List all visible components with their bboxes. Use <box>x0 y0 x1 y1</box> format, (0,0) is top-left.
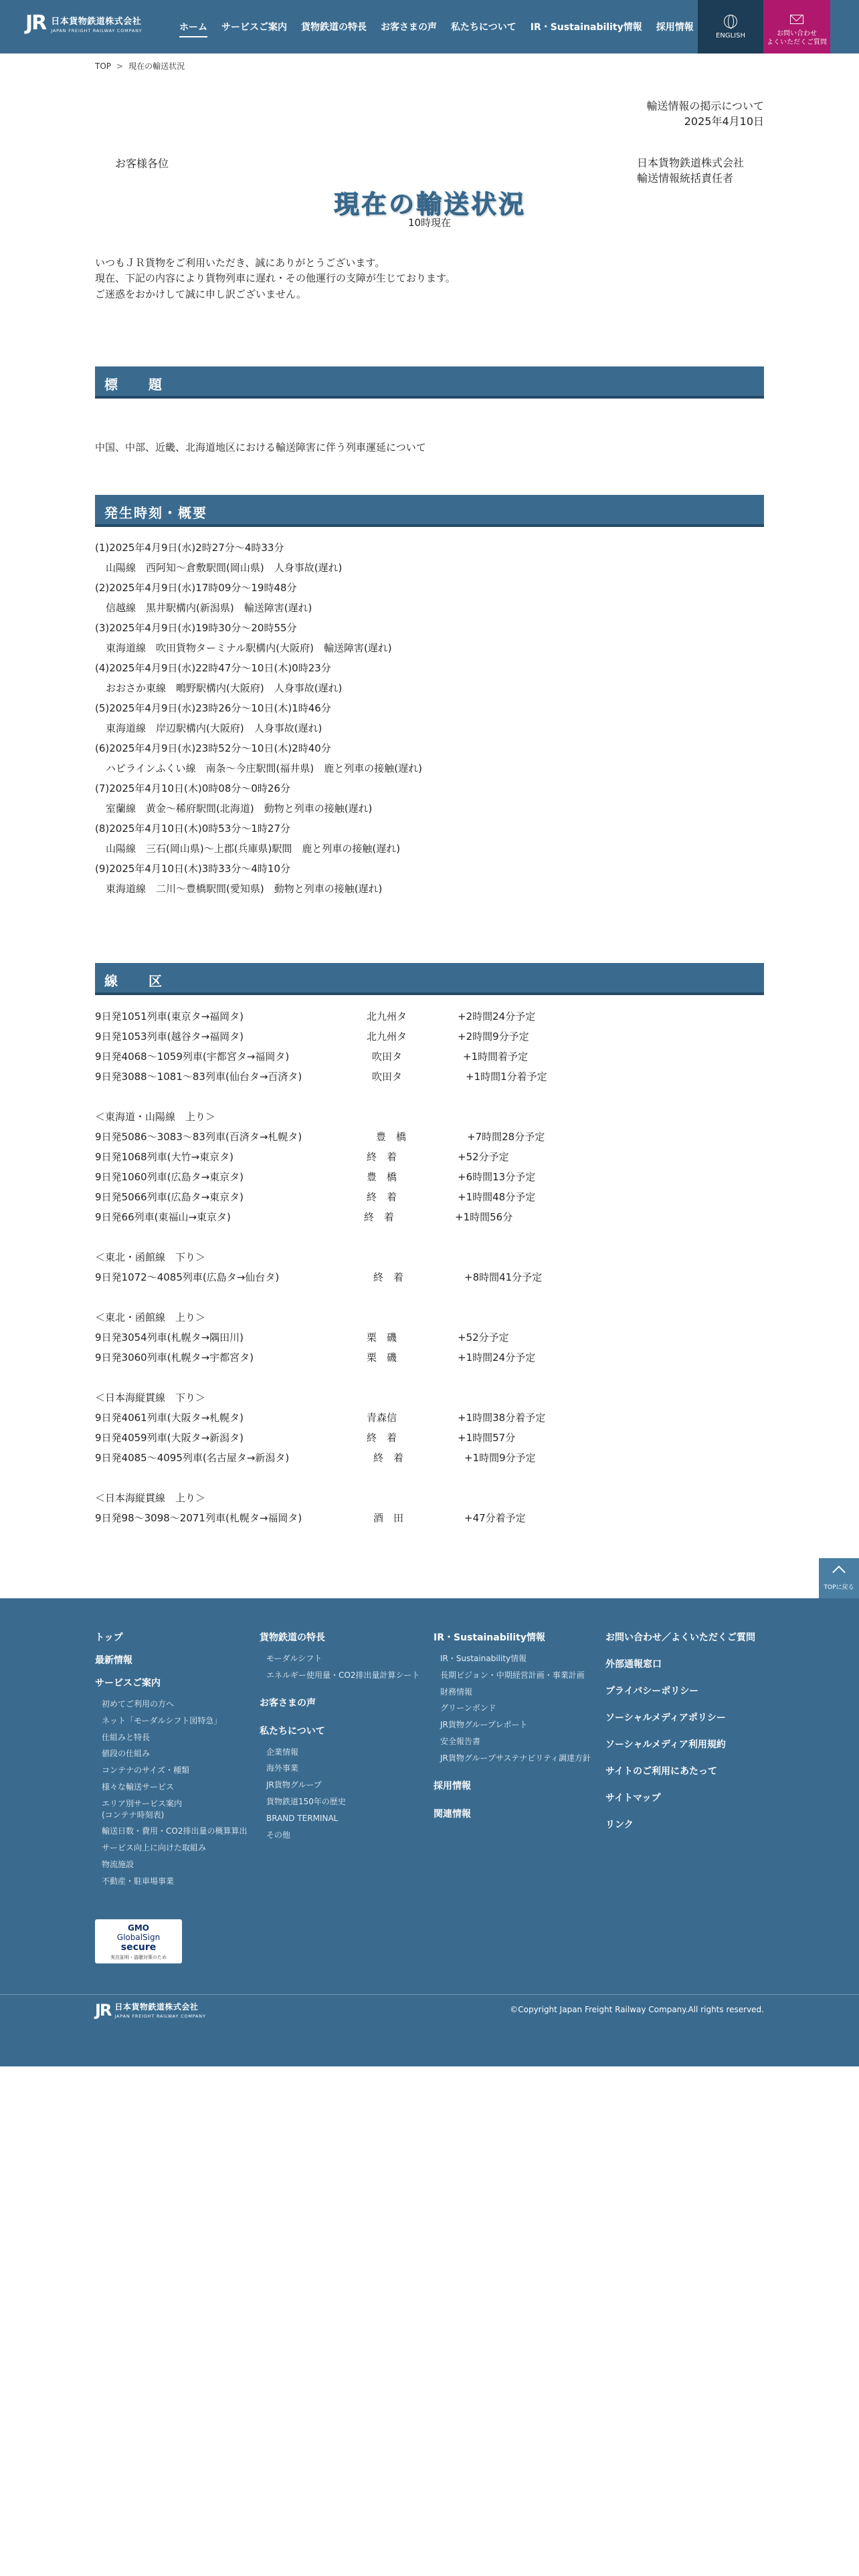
site-header <box>0 0 859 53</box>
footer-col-2 <box>260 1630 427 1846</box>
train-description: 9日発1060列車(広島タ→東京タ) <box>95 1170 244 1183</box>
mail-icon <box>790 15 803 24</box>
train-location: 豊 橋 <box>367 1170 397 1183</box>
nav-customer-voice[interactable]: お客さまの声 <box>381 22 437 33</box>
subject-heading: 標 題 <box>95 366 764 399</box>
footer-sublink[interactable]: JR貨物グループ <box>266 1780 322 1790</box>
train-delay: +7時間28分予定 <box>467 1130 545 1143</box>
train-delay: +52分予定 <box>458 1331 509 1344</box>
train-row <box>95 1046 764 1066</box>
page-title: 現在の輸送状況 <box>333 189 526 219</box>
train-location: 終 着 <box>373 1451 404 1464</box>
incident-detail: ハピラインふくい線 南条～今庄駅間(福井県) 鹿と列車の接触(遅れ) <box>106 762 422 774</box>
train-location: 酒 田 <box>373 1511 404 1524</box>
train-row <box>95 1006 764 1026</box>
notice-date: 2025年4月10日 <box>684 115 764 128</box>
footer-sublink[interactable]: ネット「モーダルシフト図特急」 <box>102 1715 222 1725</box>
global-nav <box>179 20 708 37</box>
notice-doc-title: 輸送情報の掲示について <box>646 100 764 112</box>
sender <box>637 155 744 186</box>
footer-sublink[interactable]: JR貨物グループサステナビリティ調達方針 <box>440 1753 591 1763</box>
train-delay: +52分予定 <box>458 1150 509 1163</box>
train-description: 9日発3054列車(札幌タ→隅田川) <box>95 1331 244 1344</box>
train-description: 9日発1051列車(東京タ→福岡タ) <box>95 1010 244 1023</box>
footer-sublink[interactable]: 企業情報 <box>266 1747 299 1757</box>
incident-detail: 東海道線 岸辺駅構内(大阪府) 人身事故(遅れ) <box>106 722 322 734</box>
intro-line-2: 現在、下記の内容により貨物列車に遅れ・その他運行の支障が生じております。 <box>95 272 456 285</box>
train-row <box>95 1267 764 1287</box>
train-delay: +8時間41分予定 <box>464 1271 543 1283</box>
footer-sublink[interactable]: 貨物鉄道150年の歴史 <box>266 1796 346 1806</box>
footer-divider <box>0 1994 859 1995</box>
nav-home[interactable]: ホーム <box>179 20 207 37</box>
incident-time: (8)2025年4月10日(木)0時53分～1時27分 <box>95 823 291 835</box>
incident-detail: 山陽線 西阿知～倉敷駅間(岡山県) 人身事故(遅れ) <box>106 562 343 574</box>
incident-time: (2)2025年4月9日(水)17時09分～19時48分 <box>95 582 297 594</box>
nav-features[interactable]: 貨物鉄道の特長 <box>301 22 367 33</box>
footer-sublink[interactable]: 初めてご利用の方へ <box>102 1699 175 1709</box>
line-group-title: ＜東海道・山陽線 上り＞ <box>95 1110 216 1123</box>
footer-link[interactable]: ソーシャルメディア利用規約 <box>605 1739 726 1750</box>
footer-col-3 <box>434 1630 601 1830</box>
footer-link[interactable]: サイトのご利用にあたって <box>605 1766 718 1777</box>
footer-logo-company-name: 日本貨物鉄道株式会社 <box>114 2002 199 2012</box>
spacer <box>95 1367 764 1387</box>
footer-sublink[interactable]: 安全報告書 <box>440 1736 481 1746</box>
train-description: 9日発98～3098～2071列車(札幌タ→福岡タ) <box>95 1511 302 1524</box>
footer-jr-logo-mark: JR <box>95 2000 111 2020</box>
intro-text <box>95 255 456 302</box>
footer-sublink[interactable]: その他 <box>266 1830 291 1840</box>
page-top-label: TOPに戻る <box>824 1584 854 1591</box>
train-location: 豊 橋 <box>376 1130 407 1143</box>
train-delay: +1時間1分着予定 <box>466 1070 547 1083</box>
incident-heading: 発生時刻・概要 <box>95 495 764 527</box>
train-row <box>95 1447 764 1467</box>
train-delay: +2時間9分予定 <box>458 1030 529 1043</box>
footer-sublink[interactable]: 財務情報 <box>440 1687 473 1697</box>
train-delay: +1時間24分予定 <box>458 1351 536 1364</box>
train-description: 9日発4085～4095列車(名古屋タ→新潟タ) <box>95 1451 290 1464</box>
footer-sublink[interactable]: BRAND TERMINAL <box>266 1813 339 1823</box>
footer-sublink[interactable]: IR・Sustainability情報 <box>440 1654 527 1663</box>
footer-sublink[interactable]: コンテナのサイズ・種類 <box>102 1765 190 1776</box>
train-description: 9日発1068列車(大竹→東京タ) <box>95 1150 233 1163</box>
train-description: 9日発5086～3083～83列車(百済タ→札幌タ) <box>95 1130 302 1143</box>
train-location: 栗 磯 <box>367 1331 397 1344</box>
incident-time: (3)2025年4月9日(水)19時30分～20時55分 <box>95 622 297 634</box>
incident-detail: 室蘭線 黄金～稀府駅間(北海道) 動物と列車の接触(遅れ) <box>106 802 373 815</box>
incident-detail: 東海道線 二川～豊橋駅間(愛知県) 動物と列車の接触(遅れ) <box>106 883 383 895</box>
train-row <box>95 1427 764 1447</box>
train-location: 終 着 <box>367 1431 397 1444</box>
english-label: ENGLISH <box>716 32 745 39</box>
train-row <box>95 1126 764 1146</box>
footer-sublink[interactable]: 不動産・駐車場事業 <box>102 1876 175 1886</box>
footer-link[interactable]: トップ <box>95 1632 123 1643</box>
train-location: 終 着 <box>373 1271 404 1283</box>
breadcrumb-separator: > <box>116 62 124 71</box>
incident-detail: 信越線 黒井駅構内(新潟県) 輸送障害(遅れ) <box>106 602 312 614</box>
footer-sublink[interactable]: 長期ビジョン・中期経営計画・事業計画 <box>440 1670 585 1680</box>
as-of-time: 10時現在 <box>407 217 452 229</box>
contact-label-1: お問い合わせ <box>777 30 817 37</box>
train-description: 9日発4068～1059列車(宇都宮タ→福岡タ) <box>95 1050 290 1063</box>
footer-sublink[interactable]: サービス向上に向けた取組み <box>102 1843 207 1853</box>
train-row <box>95 1407 764 1427</box>
train-row <box>95 1146 764 1166</box>
breadcrumb-home[interactable]: TOP <box>95 62 112 71</box>
breadcrumb-current: 現在の輸送状況 <box>128 62 185 71</box>
train-delay: +47分着予定 <box>464 1511 526 1524</box>
train-description: 9日発3060列車(札幌タ→宇都宮タ) <box>95 1351 254 1364</box>
incident-time: (5)2025年4月9日(水)23時26分～10日(木)1時46分 <box>95 702 331 714</box>
footer-sublink[interactable]: 輸送日数・費用・CO2排出量の概算算出 <box>102 1826 248 1836</box>
footer-link[interactable]: 外部通報窓口 <box>605 1659 662 1670</box>
train-row <box>95 1347 764 1367</box>
train-description: 9日発4061列車(大阪タ→札幌タ) <box>95 1411 244 1424</box>
footer-link[interactable]: 関連情報 <box>434 1808 471 1820</box>
footer-logo[interactable] <box>95 2001 206 2019</box>
globalsign-text: GlobalSign <box>116 1933 161 1942</box>
jr-logo-mark: JR <box>25 11 46 35</box>
train-description: 9日発3088～1081～83列車(仙台タ→百済タ) <box>95 1070 302 1083</box>
train-location: 北九州タ <box>367 1010 407 1023</box>
line-group-title: ＜東北・函館線 上り＞ <box>95 1311 206 1323</box>
train-delay: +1時間9分予定 <box>464 1451 536 1464</box>
nav-recruit[interactable]: 採用情報 <box>656 22 694 33</box>
incident-time: (9)2025年4月10日(木)3時33分～4時10分 <box>95 863 291 875</box>
nav-services[interactable]: サービスご案内 <box>221 22 287 33</box>
footer-col-1 <box>95 1630 249 1893</box>
train-description: 9日発5066列車(広島タ→東京タ) <box>95 1190 244 1203</box>
contact-button[interactable] <box>763 0 830 53</box>
footer-link[interactable]: プライバシーポリシー <box>605 1686 699 1697</box>
footer-link[interactable]: お客さまの声 <box>260 1697 316 1709</box>
train-location: 吹田タ <box>372 1070 403 1083</box>
nav-about[interactable]: 私たちについて <box>451 22 516 33</box>
footer-link[interactable]: リンク <box>605 1820 634 1830</box>
train-location: 終 着 <box>364 1210 395 1223</box>
intro-line-1: いつもＪＲ貨物をご利用いただき、誠にありがとうございます。 <box>95 257 385 269</box>
footer-link[interactable]: 採用情報 <box>434 1780 471 1792</box>
footer-sublink[interactable]: エネルギー使用量・CO2排出量計算シート <box>266 1670 420 1680</box>
footer-sublink[interactable]: 値段の仕組み <box>102 1749 151 1759</box>
train-description: 9日発1072～4085列車(広島タ→仙台タ) <box>95 1271 280 1283</box>
intro-line-3: ご迷惑をおかけして誠に申し訳ございません。 <box>95 288 306 300</box>
footer-link[interactable]: サイトマップ <box>605 1793 661 1804</box>
incident-detail: 山陽線 三石(岡山県)～上郡(兵庫県)駅間 鹿と列車の接触(遅れ) <box>106 843 401 855</box>
footer-link[interactable]: 私たちについて <box>260 1725 325 1737</box>
footer-col-4 <box>605 1630 766 1844</box>
notice-meta <box>646 98 764 129</box>
line-group-title: ＜日本海縦貫線 上り＞ <box>95 1491 206 1504</box>
footer-sublink[interactable]: 仕組みと特長 <box>102 1732 151 1742</box>
train-delay-list <box>95 1006 764 1527</box>
spacer <box>95 1086 764 1106</box>
train-delay: +1時間48分予定 <box>458 1190 536 1203</box>
logo-company-name: 日本貨物鉄道株式会社 <box>51 16 142 27</box>
train-delay: +1時間56分 <box>455 1210 513 1223</box>
footer-logo-company-name-en: JAPAN FREIGHT RAILWAY COMPANY <box>114 2014 206 2019</box>
incident-time: (7)2025年4月10日(木)0時08分～0時26分 <box>95 782 291 794</box>
train-row <box>95 1026 764 1046</box>
train-row <box>95 1066 764 1086</box>
incident-time: (4)2025年4月9日(水)22時47分～10日(木)0時23分 <box>95 662 331 674</box>
train-row <box>95 1166 764 1186</box>
logo-company-name-en: JAPAN FREIGHT RAILWAY COMPANY <box>51 27 142 33</box>
footer-link[interactable]: お問い合わせ／よくいただくご質問 <box>605 1632 755 1643</box>
footer-sublink[interactable]: エリア別サービス案内 (コンテナ時刻表) <box>102 1798 183 1820</box>
site-footer <box>0 1598 859 2066</box>
footer-sublink[interactable]: モーダルシフト <box>266 1654 322 1663</box>
train-description: 9日発66列車(東福山→東京タ) <box>95 1210 231 1223</box>
subject-text: 中国、中部、近畿、北海道地区における輸送障害に伴う列車運延について <box>95 441 426 453</box>
train-location: 北九州タ <box>367 1030 407 1043</box>
line-group-title: ＜東北・函館線 下り＞ <box>95 1251 206 1263</box>
footer-sublink[interactable]: グリーンボンド <box>440 1703 496 1713</box>
footer-link[interactable]: サービスご案内 <box>95 1678 161 1689</box>
incident-time: (6)2025年4月9日(水)23時52分～10日(木)2時40分 <box>95 742 331 754</box>
seal-caption: 実在証明・盗聴対策のため <box>110 1955 167 1960</box>
sender-company: 日本貨物鉄道株式会社 <box>637 156 745 169</box>
spacer <box>95 1467 764 1487</box>
spacer <box>95 1226 764 1247</box>
secure-text: secure <box>120 1942 157 1953</box>
english-button[interactable] <box>698 0 763 53</box>
sender-role: 輸送情報統括責任者 <box>637 172 734 185</box>
train-location: 終 着 <box>367 1150 397 1163</box>
train-delay: +1時間57分 <box>458 1431 516 1444</box>
globalsign-seal[interactable] <box>95 1919 182 1963</box>
breadcrumb <box>95 60 185 72</box>
area-heading: 線 区 <box>95 963 764 995</box>
copyright: ©Copyright Japan Freight Railway Company.All rights reserved. <box>510 2005 764 2014</box>
train-delay: +1時間38分着予定 <box>458 1411 546 1424</box>
footer-sublink[interactable]: 物流施設 <box>102 1859 134 1869</box>
train-delay: +1時間着予定 <box>463 1050 529 1063</box>
train-row <box>95 1186 764 1206</box>
footer-sublink[interactable]: 様々な輸送サービス <box>102 1782 175 1792</box>
incident-detail: おおさか東線 鴫野駅構内(大阪府) 人身事故(遅れ) <box>106 682 343 694</box>
gmo-text: GMO <box>128 1923 149 1933</box>
train-delay: +2時間24分予定 <box>458 1010 536 1023</box>
footer-sublink[interactable]: 海外事業 <box>266 1763 299 1774</box>
incident-time: (1)2025年4月9日(水)2時27分～4時33分 <box>95 542 284 554</box>
page-top-button[interactable] <box>819 1558 859 1598</box>
footer-link[interactable]: ソーシャルメディアポリシー <box>605 1713 726 1723</box>
train-delay: +6時間13分予定 <box>458 1170 536 1183</box>
footer-link[interactable]: IR・Sustainability情報 <box>434 1632 545 1643</box>
chevron-up-icon <box>832 1566 846 1579</box>
incident-detail: 東海道線 吹田貨物ターミナル駅構内(大阪府) 輸送障害(遅れ) <box>106 642 392 654</box>
footer-link[interactable]: 貨物鉄道の特長 <box>260 1632 325 1643</box>
contact-label-2: よくいただくご質問 <box>767 39 827 46</box>
footer-link[interactable]: 最新情報 <box>95 1655 132 1666</box>
footer-sublink[interactable]: JR貨物グループレポート <box>440 1720 528 1730</box>
nav-ir[interactable]: IR・Sustainability情報 <box>530 22 642 33</box>
train-location: 吹田タ <box>372 1050 403 1063</box>
train-row <box>95 1206 764 1226</box>
train-location: 終 着 <box>367 1190 397 1203</box>
addressee: お客様各位 <box>115 157 169 170</box>
incident-list <box>95 538 422 899</box>
train-row <box>95 1507 764 1527</box>
spacer <box>95 1287 764 1307</box>
globe-icon <box>724 15 737 28</box>
site-logo[interactable] <box>25 13 142 33</box>
train-description: 9日発4059列車(大阪タ→新潟タ) <box>95 1431 244 1444</box>
train-location: 栗 磯 <box>367 1351 397 1364</box>
train-description: 9日発1053列車(越谷タ→福岡タ) <box>95 1030 244 1043</box>
line-group-title: ＜日本海縦貫線 下り＞ <box>95 1391 206 1404</box>
train-location: 青森信 <box>367 1411 397 1424</box>
train-row <box>95 1327 764 1347</box>
